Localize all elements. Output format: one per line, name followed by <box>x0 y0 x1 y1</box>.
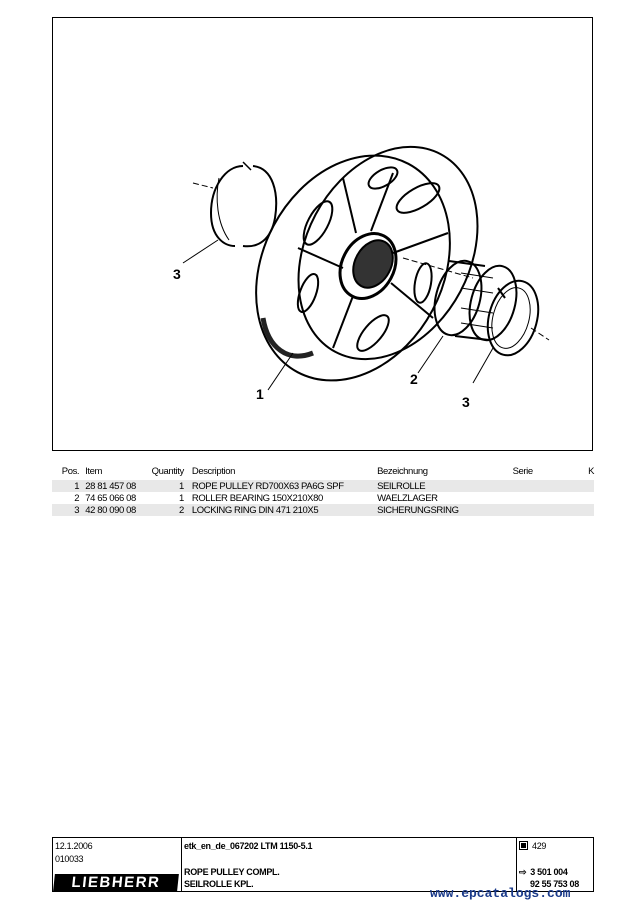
locking-ring-left <box>211 162 276 246</box>
callout-3-right: 3 <box>462 394 470 410</box>
header-bezeichnung: Bezeichnung <box>377 465 428 477</box>
footer-title-de: SEILROLLE KPL. <box>184 879 254 889</box>
callout-3-left: 3 <box>173 266 181 282</box>
locking-ring-right <box>480 275 546 361</box>
table-row[interactable] <box>52 504 594 516</box>
cell-description: ROLLER BEARING 150X210X80 <box>191 492 323 504</box>
callout-2: 2 <box>410 371 418 387</box>
title-block <box>52 837 594 892</box>
header-pos: Pos. <box>61 465 80 477</box>
footer-date: 12.1.2006 <box>55 841 93 851</box>
cell-k <box>575 504 594 516</box>
cell-quantity: 1 <box>178 492 184 504</box>
header-quantity: Quantity <box>151 465 184 477</box>
cell-bezeichnung: SEILROLLE <box>377 480 513 492</box>
exploded-view-drawing <box>53 18 594 452</box>
parts-table <box>52 462 594 516</box>
cell-quantity: 2 <box>146 504 192 516</box>
header-serie: Serie <box>512 465 533 477</box>
footer-drawing-number: 92 55 753 08 <box>530 879 579 889</box>
cell-pos: 1 <box>52 480 85 492</box>
cell-description: LOCKING RING DIN 471 210X5 <box>192 504 377 516</box>
rope-pulley <box>218 116 513 415</box>
header-description: Description <box>191 465 235 477</box>
cell-bezeichnung: WAELZLAGER <box>377 492 438 504</box>
footer-title-en: ROPE PULLEY COMPL. <box>184 867 280 877</box>
header-item: Item <box>85 465 103 477</box>
cell-item: 74 65 066 08 <box>85 492 136 504</box>
page-square-icon <box>519 841 528 850</box>
drawing-frame <box>52 17 593 451</box>
watermark: www.epcatalogs.com <box>430 886 571 901</box>
title-block-right <box>516 838 593 891</box>
liebherr-logo: LIEBHERR <box>53 874 179 891</box>
cell-item: 28 81 457 08 <box>85 480 146 492</box>
cell-quantity: 1 <box>146 480 192 492</box>
cell-k <box>575 480 594 492</box>
footer-doc-ref: etk_en_de_067202 LTM 1150-5.1 <box>184 841 313 851</box>
title-block-middle <box>181 838 517 891</box>
footer-code: 010033 <box>55 854 84 864</box>
cell-pos: 2 <box>74 492 80 504</box>
cell-serie <box>513 504 575 516</box>
footer-page-line <box>519 841 546 851</box>
footer-part-number: 3 501 004 <box>530 867 568 877</box>
title-block-left <box>53 838 182 891</box>
cell-k <box>575 492 594 504</box>
cell-description: ROPE PULLEY RD700X63 PA6G SPF <box>192 480 377 492</box>
header-k: K <box>588 465 594 477</box>
cell-serie <box>513 480 575 492</box>
cell-bezeichnung: SICHERUNGSRING <box>377 504 513 516</box>
footer-part-line <box>519 867 568 878</box>
arrow-right-icon: ⇨ <box>519 867 527 877</box>
cell-item: 42 80 090 08 <box>85 504 146 516</box>
cell-serie <box>513 492 575 504</box>
callout-1: 1 <box>256 386 264 402</box>
table-header <box>52 462 594 480</box>
cell-pos: 3 <box>52 504 85 516</box>
table-row[interactable] <box>52 480 594 492</box>
table-row[interactable] <box>52 492 594 504</box>
footer-page: 429 <box>532 841 547 851</box>
